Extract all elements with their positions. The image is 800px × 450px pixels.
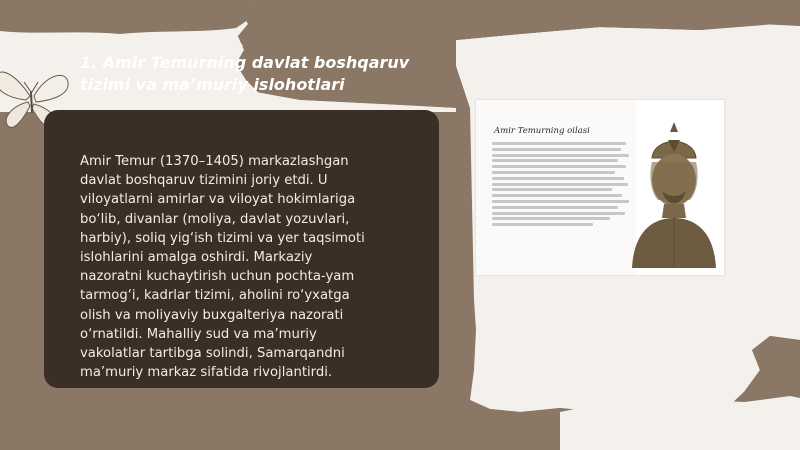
slide-title: [80, 52, 440, 96]
body-line: olish va moliyaviy buxgalteriya nazorati: [80, 307, 344, 323]
body-line: davlat boshqaruv tizimini joriy etdi. U: [80, 173, 328, 189]
document-image: [476, 100, 724, 275]
document-text-lines: [492, 142, 632, 242]
document-heading: Amir Temurning oilasi: [494, 126, 590, 136]
body-line: ma’muriy markaz sifatida rivojlantirdi.: [80, 365, 333, 381]
body-line: o‘rnatildi. Mahalliy sud va ma’muriy: [80, 326, 317, 342]
body-line: nazoratni kuchaytirish uchun pochta-yam: [80, 269, 355, 285]
body-line: harbiy), soliq yig‘ish tizimi va yer taqsimoti: [80, 230, 365, 246]
body-line: islohlarini amalga oshirdi. Markaziy: [80, 250, 313, 266]
body-line: bo‘lib, divanlar (moliya, davlat yozuvlari,: [80, 211, 350, 227]
title-line: tizimi va ma’muriy islohotlari: [80, 75, 345, 94]
body-line: viloyatlarni amirlar va viloyat hokimlariga: [80, 192, 356, 208]
body-text: [80, 152, 410, 382]
body-line: tarmog‘i, kadrlar tizimi, aholini ro‘yxatga: [80, 288, 350, 304]
document-page: [476, 100, 636, 275]
title-line: 1. Amir Temurning davlat boshqaruv: [80, 53, 410, 72]
body-line: Amir Temur (1370–1405) markazlashgan: [80, 154, 349, 169]
portrait-bust-image: [624, 118, 724, 268]
body-line: vakolatlar tartibga solindi, Samarqandni: [80, 346, 345, 362]
